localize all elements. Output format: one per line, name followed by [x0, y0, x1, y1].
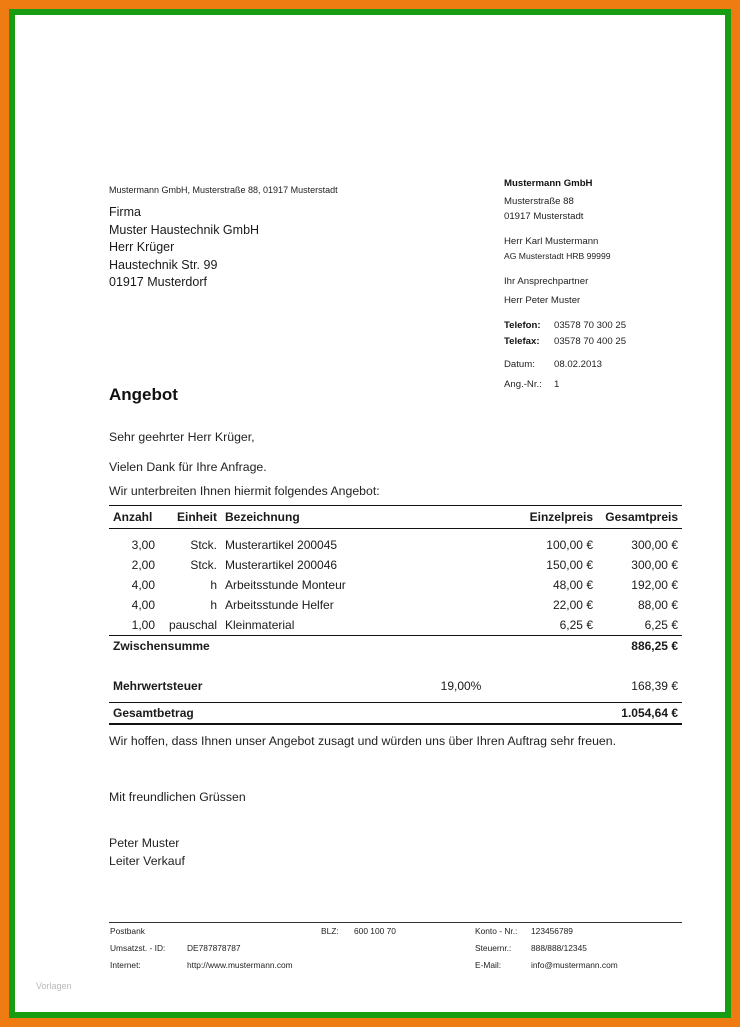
row-unit-price: 48,00 € — [552, 577, 593, 592]
company-ceo: Herr Karl Mustermann — [504, 236, 599, 247]
fax-label: Telefax: — [504, 336, 540, 347]
row-unit: h — [210, 597, 217, 612]
row-unit: Stck. — [190, 557, 217, 572]
company-city: 01917 Musterstadt — [504, 211, 584, 222]
table-header-row — [109, 506, 682, 529]
footer-vat-id-label: Umsatzst. - ID: — [110, 943, 166, 953]
salutation: Sehr geehrter Herr Krüger, — [109, 430, 255, 444]
footer-email-link[interactable]: info@mustermann.com — [531, 960, 618, 970]
intro-thanks: Vielen Dank für Ihre Anfrage. — [109, 460, 267, 474]
table-row — [109, 555, 682, 575]
company-register: AG Musterstadt HRB 99999 — [504, 251, 611, 261]
recipient-line: 01917 Musterdorf — [109, 275, 207, 289]
row-desc: Arbeitsstunde Monteur — [225, 577, 346, 592]
signer-name: Peter Muster — [109, 836, 180, 850]
vat-label: Mehrwertsteuer — [113, 678, 203, 693]
row-unit-price: 150,00 € — [546, 557, 593, 572]
vat-row — [109, 676, 682, 696]
signer-title: Leiter Verkauf — [109, 854, 185, 868]
row-unit: pauschal — [168, 617, 217, 632]
phone-value: 03578 70 300 25 — [554, 320, 627, 331]
table-row — [109, 575, 682, 595]
row-desc: Musterartikel 200045 — [225, 537, 338, 552]
grand-total-row — [109, 702, 682, 724]
recipient-line: Firma — [109, 205, 141, 219]
footer-blz-label: BLZ: — [321, 926, 339, 936]
contact-name: Herr Peter Muster — [504, 295, 581, 306]
header-unit-price: Einzelpreis — [501, 506, 597, 529]
document-title: Angebot — [109, 385, 178, 404]
header-qty: Anzahl — [109, 506, 159, 529]
header-total: Gesamtpreis — [597, 506, 682, 529]
subtotal-value: 886,25 € — [597, 635, 682, 656]
recipient-address — [109, 204, 259, 292]
row-total: 6,25 € — [644, 617, 678, 632]
table-row — [109, 595, 682, 615]
recipient-line: Herr Krüger — [109, 240, 175, 254]
row-unit: h — [210, 577, 217, 592]
offer-table — [109, 505, 682, 725]
header-unit: Einheit — [159, 506, 221, 529]
row-desc: Arbeitsstunde Helfer — [225, 597, 334, 612]
row-total: 300,00 € — [631, 537, 678, 552]
row-desc: Musterartikel 200046 — [225, 557, 338, 572]
header-desc: Bezeichnung — [221, 506, 421, 529]
row-unit-price: 100,00 € — [546, 537, 593, 552]
row-desc: Kleinmaterial — [225, 617, 295, 632]
row-qty: 3,00 — [131, 537, 155, 552]
subtotal-row — [109, 635, 682, 656]
footer-divider — [109, 922, 682, 923]
row-total: 192,00 € — [631, 577, 678, 592]
row-qty: 2,00 — [131, 557, 155, 572]
sender-line: Mustermann GmbH, Musterstraße 88, 01917 Musterstadt — [109, 185, 338, 195]
row-qty: 1,00 — [131, 617, 155, 632]
fax-value: 03578 70 400 25 — [554, 336, 627, 347]
intro-offer: Wir unterbreiten Ihnen hiermit folgendes Angebot: — [109, 484, 380, 498]
footer-vat-id: DE787878787 — [187, 943, 241, 953]
closing-text: Wir hoffen, dass Ihnen unser Angebot zusagt und würden uns über Ihren Auftrag sehr freuen. — [109, 734, 617, 748]
subtotal-label: Zwischensumme — [109, 635, 421, 656]
table-row — [109, 535, 682, 555]
footer-account: 123456789 — [531, 926, 573, 936]
row-unit: Stck. — [190, 537, 217, 552]
grand-total-label: Gesamtbetrag — [109, 702, 421, 724]
table-row — [109, 615, 682, 636]
footer-web-link[interactable]: http://www.mustermann.com — [187, 960, 293, 970]
footer-account-label: Konto - Nr.: — [475, 926, 518, 936]
phone-label: Telefon: — [504, 320, 541, 331]
greeting: Mit freundlichen Grüssen — [109, 790, 246, 804]
row-unit-price: 22,00 € — [552, 597, 593, 612]
row-qty: 4,00 — [131, 597, 155, 612]
footer-web-label: Internet: — [110, 960, 141, 970]
footer-bank: Postbank — [110, 926, 145, 936]
row-total: 88,00 € — [637, 597, 678, 612]
row-total: 300,00 € — [631, 557, 678, 572]
date-label: Datum: — [504, 359, 535, 370]
offer-number-label: Ang.-Nr.: — [504, 379, 542, 390]
contact-label: Ihr Ansprechpartner — [504, 276, 589, 287]
date-value: 08.02.2013 — [554, 359, 603, 370]
footer-tax-no: 888/888/12345 — [531, 943, 587, 953]
recipient-line: Haustechnik Str. 99 — [109, 257, 218, 272]
offer-number-value: 1 — [554, 379, 560, 390]
company-name: Mustermann GmbH — [504, 178, 593, 189]
footer-email-label: E-Mail: — [475, 960, 502, 970]
row-qty: 4,00 — [131, 577, 155, 592]
grand-total-value: 1.054,64 € — [597, 702, 682, 724]
watermark: Vorlagen — [36, 981, 72, 991]
footer-blz: 600 100 70 — [354, 926, 396, 936]
footer-tax-no-label: Steuernr.: — [475, 943, 512, 953]
company-street: Musterstraße 88 — [504, 196, 574, 207]
vat-value: 168,39 € — [631, 678, 678, 693]
row-unit-price: 6,25 € — [559, 617, 593, 632]
recipient-line: Muster Haustechnik GmbH — [109, 222, 260, 237]
vat-rate: 19,00% — [440, 678, 482, 693]
